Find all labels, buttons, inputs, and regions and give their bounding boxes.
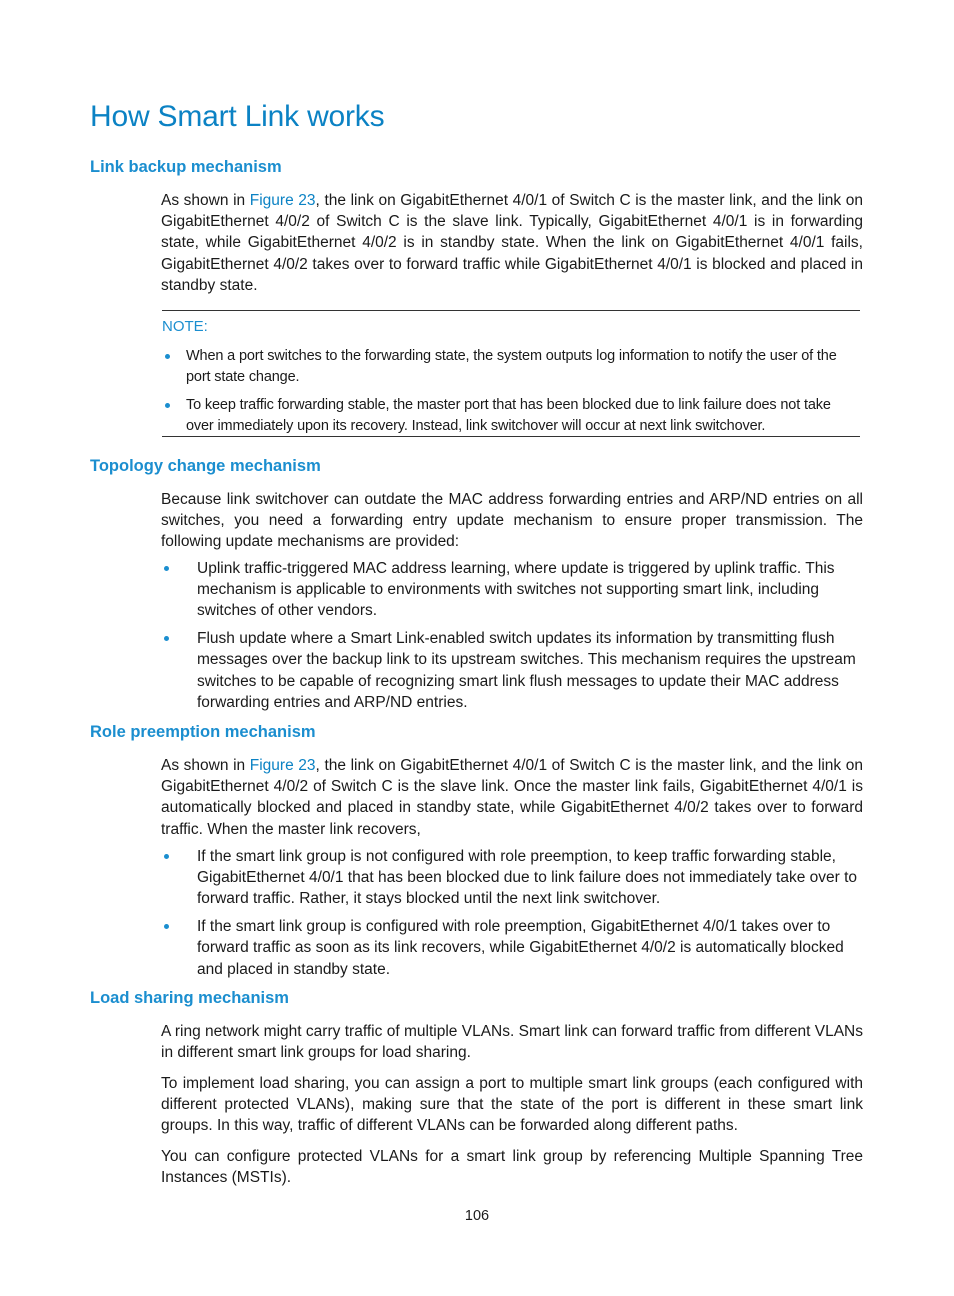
- heading-load-sharing: Load sharing mechanism: [90, 989, 289, 1007]
- paragraph-load-2: To implement load sharing, you can assign a port to multiple smart link groups (each configured with different protected VLANs), making sure that the state of the port is different in these smart link groups. In this way, traffic of different VLANs can be forwarded along different paths.: [161, 1075, 863, 1135]
- note-box: [162, 310, 860, 435]
- bullet-icon: [165, 354, 170, 359]
- list-item: Uplink traffic-triggered MAC address learning, where update is triggered by uplink traffic. This mechanism is applicable to environments with switches not supporting smart link, including switches of other vendors.: [161, 558, 863, 622]
- bullet-icon: [164, 854, 169, 859]
- paragraph-role: As shown in Figure 23, the link on GigabitEthernet 4/0/1 of Switch C is the master link, and the link on GigabitEthernet 4/0/2 of Switch C is the slave link. Once the master link fails, GigabitEthernet 4/0/1 is automatically blocked and placed in standby state, while GigabitEthernet 4/0/2 takes over to forward traffic. When the master link recovers,: [161, 757, 863, 838]
- paragraph-topology: Because link switchover can outdate the MAC address forwarding entries and ARP/ND entries on all switches, you need a forwarding entry update mechanism to ensure proper transmission. The following update mechanisms are provided:: [161, 491, 863, 551]
- heading-link-backup: Link backup mechanism: [90, 158, 282, 176]
- note-label: NOTE:: [162, 318, 208, 335]
- page-number: 106: [464, 1208, 490, 1224]
- note-top-rule: [162, 310, 860, 311]
- bullet-icon: [165, 403, 170, 408]
- note-bottom-rule: [162, 436, 860, 437]
- role-list: [161, 846, 863, 986]
- paragraph-load-1: A ring network might carry traffic of multiple VLANs. Smart link can forward traffic from different VLANs in different smart link groups for load sharing.: [161, 1023, 863, 1062]
- note-item: To keep traffic forwarding stable, the master port that has been blocked due to link failure does not take over immediately upon its recovery. Instead, link switchover will occur at next link switchover.: [162, 395, 860, 437]
- paragraph-load-3: You can configure protected VLANs for a smart link group by referencing Multiple Spanning Tree Instances (MSTIs).: [161, 1148, 863, 1187]
- heading-topology-change: Topology change mechanism: [90, 457, 321, 475]
- bullet-icon: [164, 924, 169, 929]
- figure-link[interactable]: Figure 23: [249, 757, 316, 774]
- topology-list: [161, 558, 863, 719]
- paragraph-link-backup: As shown in Figure 23, the link on GigabitEthernet 4/0/1 of Switch C is the master link, and the link on GigabitEthernet 4/0/2 of Switch C is the slave link. Typically, GigabitEthernet 4/0/1 is in forwarding state, while GigabitEthernet 4/0/2 is in standby state. When the link on GigabitEthernet 4/0/1 fails, GigabitEthernet 4/0/2 takes over to forward traffic while GigabitEthernet 4/0/1 is blocked and placed in standby state.: [161, 192, 863, 294]
- list-item: If the smart link group is not configured with role preemption, to keep traffic forwarding stable, GigabitEthernet 4/0/1 that has been blocked due to link failure does not immediately take over to forward traffic. Rather, it stays blocked until the next link switchover.: [161, 846, 863, 910]
- note-list: [162, 346, 860, 444]
- list-item: If the smart link group is configured with role preemption, GigabitEthernet 4/0/1 takes over to forward traffic as soon as its link recovers, while GigabitEthernet 4/0/2 is automatically blocked and placed in standby state.: [161, 916, 863, 980]
- heading-role-preemption: Role preemption mechanism: [90, 723, 316, 741]
- list-item: Flush update where a Smart Link-enabled switch updates its information by transmitting flush messages over the backup link to its upstream switches. This mechanism requires the upstream switches to be capable of recognizing smart link flush messages to update their MAC address forwarding entries and ARP/ND entries.: [161, 628, 863, 713]
- figure-link[interactable]: Figure 23: [249, 192, 316, 209]
- bullet-icon: [164, 636, 169, 641]
- bullet-icon: [164, 566, 169, 571]
- note-item: When a port switches to the forwarding state, the system outputs log information to notify the user of the port state change.: [162, 346, 860, 388]
- page-title: How Smart Link works: [90, 100, 385, 133]
